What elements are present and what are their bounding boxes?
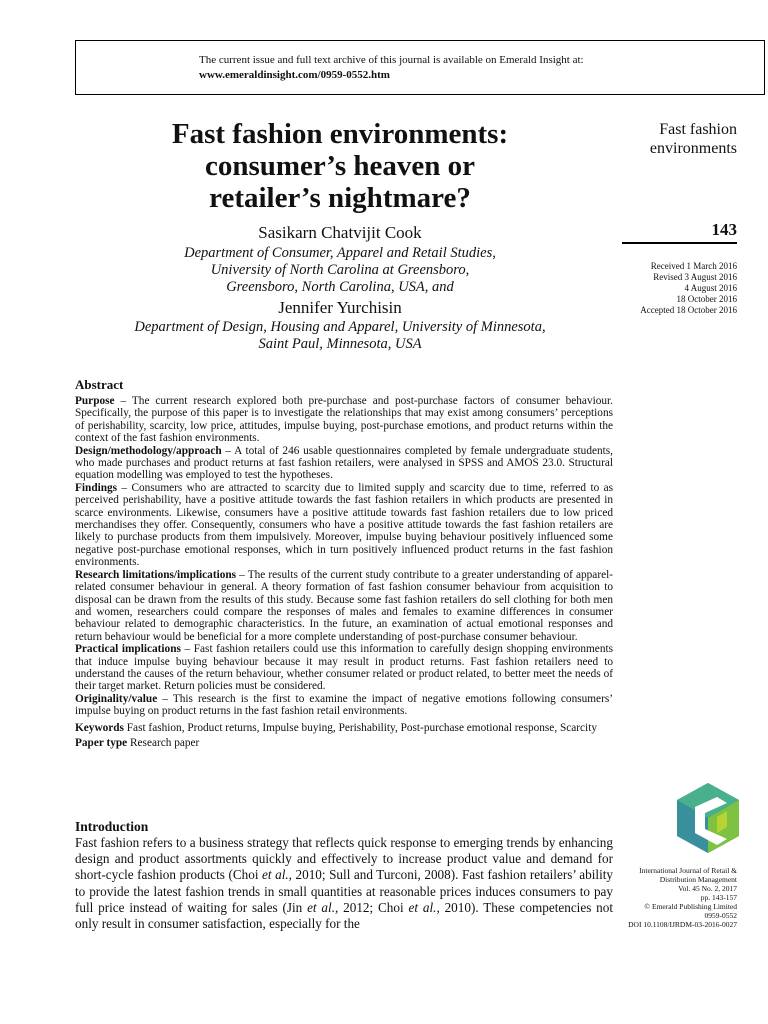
paper-type: Paper type Research paper xyxy=(75,736,200,749)
access-notice-box xyxy=(75,40,765,95)
received-dates: Received 1 March 2016 Revised 3 August 2016 4 August 2016 18 October 2016 Accepted 18 October 2016 xyxy=(640,261,737,315)
abstract-section: Design/methodology/approach – A total of 246 usable questionnaires completed by female undergraduate students, who made purchases and product returns at fast fashion retailers, were analysed in SPSS and AMOS 23.0. Structural equation modelling was employed to test the hypotheses. xyxy=(75,444,613,482)
emerald-logo-icon xyxy=(677,783,739,853)
introduction-paragraph: Fast fashion refers to a business strategy that reflects quick response to emerging trends by enhancing design and product assortments quickly and effectively to increase product value and demand for short-cycle fashion products (Choi et al., 2010; Sull and Turconi, 2008). Fast fashion retailers’ ability to provide the latest fashion trends in small quantities at reasonable prices induces consumers to pay full price instead of waiting for sales (Jin et al., 2012; Choi et al., 2010). These competencies not only result in consumer satisfaction, especially for the xyxy=(75,835,614,932)
access-notice-text: The current issue and full text archive of this journal is available on Emerald Insight at: xyxy=(199,54,584,66)
page-number: 143 xyxy=(711,220,737,239)
doi-link: DOI 10.1108/IJRDM-03-2016-0027 xyxy=(628,920,737,929)
author-affiliation: Department of Design, Housing and Apparel, University of Minnesota, Saint Paul, Minnesota, USA xyxy=(134,319,546,352)
introduction-heading: Introduction xyxy=(75,819,149,834)
article-title: Fast fashion environments: consumer’s heaven or retailer’s nightmare? xyxy=(171,118,509,214)
journal-url-link[interactable]: www.emeraldinsight.com/0959-0552.htm xyxy=(199,69,390,81)
abstract-section: Purpose – The current research explored both pre-purchase and post-purchase factors of consumer behaviour. Specifically, the purpose of this paper is to investigate the relationships that may exist among consumers’ perceptions of perishability, scarcity, low price, attitudes, impulse buying, post-purchase emotions, and product returns within the context of the fast fashion environments. xyxy=(75,395,613,445)
abstract-heading: Abstract xyxy=(75,377,124,392)
abstract-section: Findings – Consumers who are attracted to scarcity due to limited supply and scarcity due to time, referred to as perceived perishability, have a positive attitude towards the fast fashion retailers in which products are presented in scarce environments. Likewise, consumers have a positive attitude towards fast fashion retailers due to low priced merchandises they offer. Consequently, consumers who have a positive attitude towards the fast fashion retailers are likely to purchase products from them impulsively. Moreover, impulse buying behaviour positively influenced some negative post-purchase emotional responses, which in turn positively influenced product returns in the fast fashion environments. xyxy=(75,481,613,569)
abstract-section: Originality/value – This research is the first to examine the impact of negative emotions following consumers’ impulse buying on product returns in the fast fashion retail environments. xyxy=(75,692,613,718)
divider xyxy=(622,242,737,244)
abstract-body xyxy=(75,395,613,749)
abstract-section: Research limitations/implications – The results of the current study contribute to a greater understanding of apparel-related consumer behaviour in general. A theory formation of fast fashion consumer behaviour from acquisition to disposal can be drawn from the results of this study. Because some fast fashion retailers do sell clothing for both men and women, researchers could compare the responses of males and females to examine differences in consumer behaviour related to demographic characteristics. In the future, an examination of actual emotional responses and return behaviour would be beneficial for a more complete understanding of post-purchase consumer behaviour. xyxy=(75,568,614,643)
keywords: Keywords Fast fashion, Product returns, Impulse buying, Perishability, Post-purchase emotional response, Scarcity xyxy=(75,721,597,734)
author-name: Jennifer Yurchisin xyxy=(278,298,402,317)
abstract-section: Practical implications – Fast fashion retailers could use this information to carefully design shopping environments that induce impulse buying behaviour because it may result in product returns. Fast fashion retailers need to understand the causes of the return behaviour, whether consumer related or product related, to better meet the needs of their target market. Return policies must be considered. xyxy=(75,643,614,693)
author-affiliation: Department of Consumer, Apparel and Retail Studies, University of North Carolina at Greensboro, Greensboro, North Carolina, USA, and xyxy=(184,245,496,295)
author-name: Sasikarn Chatvijit Cook xyxy=(258,223,422,242)
journal-citation: International Journal of Retail & Distribution Management Vol. 45 No. 2, 2017 pp. 143-157 © Emerald Publishing Limited 0959-0552 DOI 10.1108/IJRDM-03-2016-0027 xyxy=(610,866,737,929)
running-title: Fast fashion environments xyxy=(649,121,737,157)
